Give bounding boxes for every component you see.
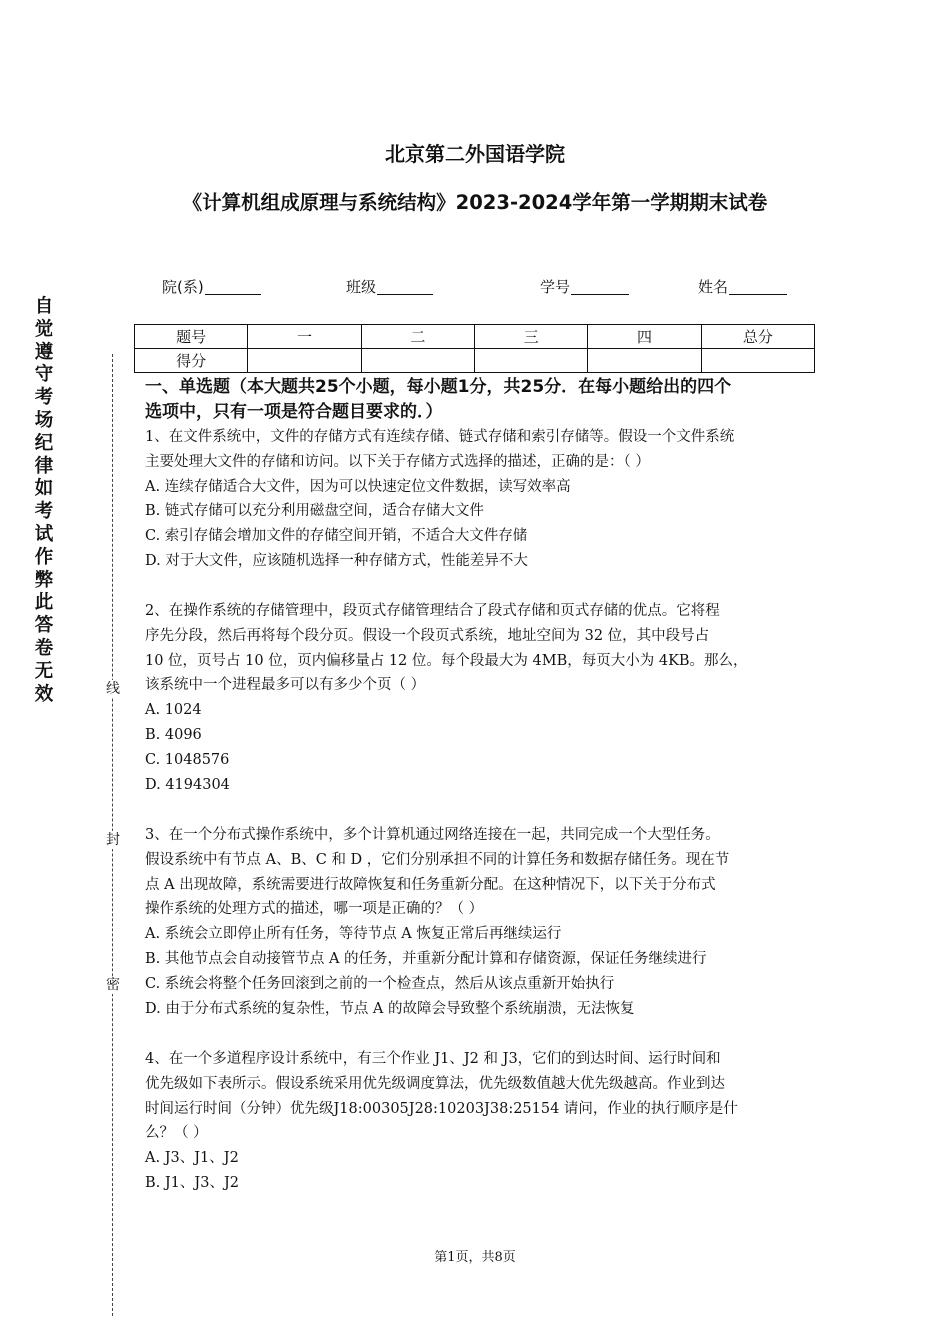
section-heading-line: 选项中，只有一项是符合题目要求的．） (145, 402, 443, 422)
notice-char: 律 (34, 455, 54, 477)
question-4 (145, 1047, 825, 1196)
notice-char: 纪 (34, 432, 54, 454)
notice-char: 如 (34, 478, 54, 500)
score-table-score-row (135, 349, 815, 373)
notice-char: 遵 (34, 341, 54, 363)
name-blank[interactable] (729, 280, 787, 295)
question-number-header: 题号 (135, 325, 248, 349)
class-field[interactable] (346, 276, 433, 297)
side-notice (33, 296, 55, 706)
class-label: 班级 (346, 278, 377, 296)
question-text: 4、在一个多道程序设计系统中，有三个作业 J1、J2 和 J3，它们的到达时间、运行时间和 (145, 1051, 721, 1067)
column-header: 一 (248, 325, 361, 349)
page-footer: 第1页，共8页 (434, 1250, 516, 1265)
notice-char: 自 (34, 296, 54, 317)
notice-char: 考 (34, 501, 54, 523)
notice-char: 答 (34, 615, 54, 637)
option-a[interactable]: A. 1024 (145, 702, 202, 719)
notice-char: 卷 (34, 637, 54, 659)
notice-char: 试 (34, 523, 54, 545)
option-a[interactable]: A. J3、J1、J2 (145, 1150, 239, 1167)
school-name: 北京第二外国语学院 (385, 142, 565, 166)
question-text: 时间运行时间（分钟）优先级J18:00305J28:10203J38:25154 请问，作业的执行顺序是什 (145, 1100, 738, 1117)
column-header: 二 (361, 325, 474, 349)
exam-title: 《计算机组成原理与系统结构》2023-2024学年第一学期期末试卷 (182, 191, 768, 214)
department-field[interactable] (162, 276, 261, 297)
department-blank[interactable] (205, 280, 261, 295)
notice-char: 无 (34, 660, 54, 682)
option-b[interactable]: B. 4096 (145, 726, 202, 743)
score-table-header-row (135, 325, 815, 349)
notice-char: 弊 (34, 569, 54, 591)
score-cell[interactable] (248, 349, 361, 373)
notice-char: 效 (34, 683, 54, 705)
option-c[interactable]: C. 1048576 (145, 751, 230, 768)
score-cell[interactable] (701, 349, 814, 373)
student-id-label: 学号 (540, 278, 571, 296)
score-cell[interactable] (361, 349, 474, 373)
column-header: 四 (588, 325, 701, 349)
seal-line-mark: 线 (106, 681, 120, 697)
question-text: 么？（ ） (145, 1125, 208, 1142)
option-c[interactable]: C. 索引存储会增加文件的存储空间开销，不适合大文件存储 (145, 528, 528, 545)
question-2 (145, 599, 825, 797)
option-c[interactable]: C. 系统会将整个任务回滚到之前的一个检查点，然后从该点重新开始执行 (145, 975, 615, 992)
section-heading (145, 375, 825, 425)
question-text: 序先分段，然后再将每个段分页。假设一个段页式系统，地址空间为 32 位，其中段号占 (145, 627, 710, 644)
student-id-field[interactable] (540, 276, 629, 297)
column-header: 总分 (701, 325, 814, 349)
question-text: 该系统中一个进程最多可以有多少个页（ ） (145, 677, 426, 694)
option-a[interactable]: A. 系统会立即停止所有任务，等待节点 A 恢复正常后再继续运行 (145, 926, 562, 943)
class-blank[interactable] (377, 280, 433, 295)
notice-char: 考 (34, 387, 54, 409)
score-table (134, 324, 815, 373)
option-b[interactable]: B. 其他节点会自动接管节点 A 的任务，并重新分配计算和存储资源，保证任务继续进行 (145, 950, 707, 967)
column-header: 三 (474, 325, 587, 349)
department-label: 院(系) (162, 278, 204, 296)
seal-secret-mark: 密 (106, 977, 120, 993)
question-text: 优先级如下表所示。假设系统采用优先级调度算法，优先级数值越大优先级越高。作业到达 (145, 1075, 725, 1092)
option-d[interactable]: D. 对于大文件，应该随机选择一种存储方式，性能差异不大 (145, 552, 528, 569)
section-heading-line: 一、单选题（本大题共25个小题，每小题1分，共25分．在每小题给出的四个 (145, 377, 732, 397)
option-a[interactable]: A. 连续存储适合大文件，因为可以快速定位文件数据，读写效率高 (145, 478, 571, 495)
seal-seal-mark: 封 (106, 832, 120, 848)
name-field[interactable] (698, 276, 787, 297)
question-text: 操作系统的处理方式的描述，哪一项是正确的？（ ） (145, 901, 484, 918)
student-id-blank[interactable] (571, 280, 629, 295)
option-d[interactable]: D. 由于分布式系统的复杂性，节点 A 的故障会导致整个系统崩溃，无法恢复 (145, 1000, 635, 1017)
question-text: 1、在文件系统中，文件的存储方式有连续存储、链式存储和索引存储等。假设一个文件系统 (145, 429, 735, 445)
question-text: 3、在一个分布式操作系统中，多个计算机通过网络连接在一起，共同完成一个大型任务。 (145, 827, 720, 843)
notice-char: 守 (34, 364, 54, 386)
question-text: 10 位，页号占 10 位，页内偏移量占 12 位。每个段最大为 4MB，每页大小为 4KB。那么， (145, 652, 748, 669)
question-text: 假设系统中有节点 A、B、C 和 D ，它们分别承担不同的计算任务和数据存储任务。现在节 (145, 851, 730, 868)
question-text: 2、在操作系统的存储管理中，段页式存储管理结合了段式存储和页式存储的优点。它将程 (145, 603, 720, 619)
option-b[interactable]: B. J1、J3、J2 (145, 1174, 239, 1191)
score-label: 得分 (135, 349, 248, 373)
question-3 (145, 823, 825, 1021)
notice-char: 作 (34, 546, 54, 568)
option-b[interactable]: B. 链式存储可以充分利用磁盘空间，适合存储大文件 (145, 503, 484, 520)
score-cell[interactable] (474, 349, 587, 373)
notice-char: 觉 (34, 318, 54, 340)
option-d[interactable]: D. 4194304 (145, 776, 230, 793)
score-cell[interactable] (588, 349, 701, 373)
question-text: 主要处理大文件的存储和访问。以下关于存储方式选择的描述，正确的是：（ ） (145, 453, 650, 470)
question-text: 点 A 出现故障，系统需要进行故障恢复和任务重新分配。在这种情况下，以下关于分布式 (145, 876, 716, 893)
name-label: 姓名 (698, 278, 729, 296)
notice-char: 此 (34, 592, 54, 614)
question-1 (145, 425, 825, 574)
notice-char: 场 (34, 409, 54, 431)
